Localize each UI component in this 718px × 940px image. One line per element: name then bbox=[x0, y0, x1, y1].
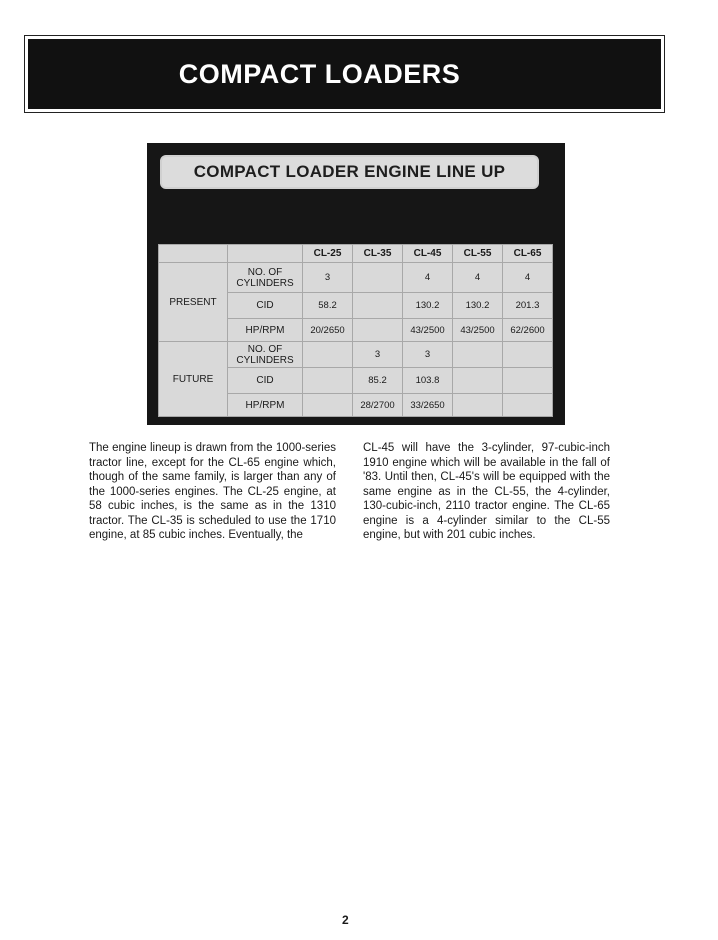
table-cell: 201.3 bbox=[503, 293, 553, 319]
table-cell bbox=[303, 342, 353, 368]
table-cell: 3 bbox=[353, 342, 403, 368]
table-cell: 4 bbox=[453, 263, 503, 293]
column-header: CL-25 bbox=[303, 245, 353, 263]
table-cell: 3 bbox=[303, 263, 353, 293]
table-cell bbox=[353, 263, 403, 293]
figure-title-box bbox=[160, 155, 539, 189]
table-row bbox=[159, 263, 553, 293]
banner-background bbox=[28, 39, 661, 109]
table-cell: 33/2650 bbox=[403, 394, 453, 417]
table-cell: 4 bbox=[403, 263, 453, 293]
body-text-left-column: The engine lineup is drawn from the 1000-series tractor line, except for the CL-65 engine which, though of the same family, is larger than any of the 1000-series engines. The CL-25 engine, at 58 cubic inches, is the same as in the 1310 tractor. The CL-35 is scheduled to use the 1710 engine, at 85 cubic inches. Eventually, the bbox=[89, 442, 336, 541]
table-cell bbox=[303, 394, 353, 417]
table-cell: 58.2 bbox=[303, 293, 353, 319]
engine-table-wrap bbox=[158, 244, 553, 417]
table-cell: 103.8 bbox=[403, 368, 453, 394]
row-label: CID bbox=[228, 368, 303, 394]
table-cell bbox=[353, 293, 403, 319]
header-empty bbox=[228, 245, 303, 263]
body-text-right-column: CL-45 will have the 3-cylinder, 97-cubic-inch 1910 engine which will be available in the fall of '83. Until then, CL-45's will be equipped with the same engine as in the CL-55, the 4-cylinder, 130-cubic-inch, 2110 tractor engine. The CL-65 engine is a 4-cylinder similar to the CL-55 engine, but with 201 cubic inches. bbox=[363, 442, 610, 541]
engine-lineup-figure bbox=[147, 143, 565, 425]
table-cell: 4 bbox=[503, 263, 553, 293]
column-header: CL-65 bbox=[503, 245, 553, 263]
figure-title: COMPACT LOADER ENGINE LINE UP bbox=[193, 162, 506, 181]
table-cell bbox=[453, 394, 503, 417]
table-cell: 20/2650 bbox=[303, 319, 353, 342]
table-cell: 3 bbox=[403, 342, 453, 368]
table-cell: 43/2500 bbox=[453, 319, 503, 342]
column-header: CL-55 bbox=[453, 245, 503, 263]
table-cell: 43/2500 bbox=[403, 319, 453, 342]
row-label: NO. OF CYLINDERS bbox=[228, 263, 303, 293]
group-label-future: FUTURE bbox=[159, 342, 228, 417]
row-label: CID bbox=[228, 293, 303, 319]
row-label: HP/RPM bbox=[228, 394, 303, 417]
table-cell bbox=[503, 368, 553, 394]
column-header: CL-45 bbox=[403, 245, 453, 263]
page-number: 2 bbox=[342, 913, 349, 927]
table-header-row bbox=[159, 245, 553, 263]
table-cell bbox=[503, 394, 553, 417]
page-banner bbox=[24, 35, 665, 113]
column-header: CL-35 bbox=[353, 245, 403, 263]
table-cell: 85.2 bbox=[353, 368, 403, 394]
row-label: HP/RPM bbox=[228, 319, 303, 342]
group-label-present: PRESENT bbox=[159, 263, 228, 342]
page-title: COMPACT LOADERS bbox=[178, 58, 461, 89]
table-cell: 28/2700 bbox=[353, 394, 403, 417]
table-row bbox=[159, 342, 553, 368]
table-cell bbox=[303, 368, 353, 394]
engine-table bbox=[158, 244, 553, 417]
table-cell bbox=[453, 342, 503, 368]
row-label: NO. OF CYLINDERS bbox=[228, 342, 303, 368]
table-cell: 62/2600 bbox=[503, 319, 553, 342]
table-cell: 130.2 bbox=[453, 293, 503, 319]
table-cell bbox=[353, 319, 403, 342]
table-cell bbox=[453, 368, 503, 394]
table-cell bbox=[503, 342, 553, 368]
table-cell: 130.2 bbox=[403, 293, 453, 319]
header-empty bbox=[159, 245, 228, 263]
